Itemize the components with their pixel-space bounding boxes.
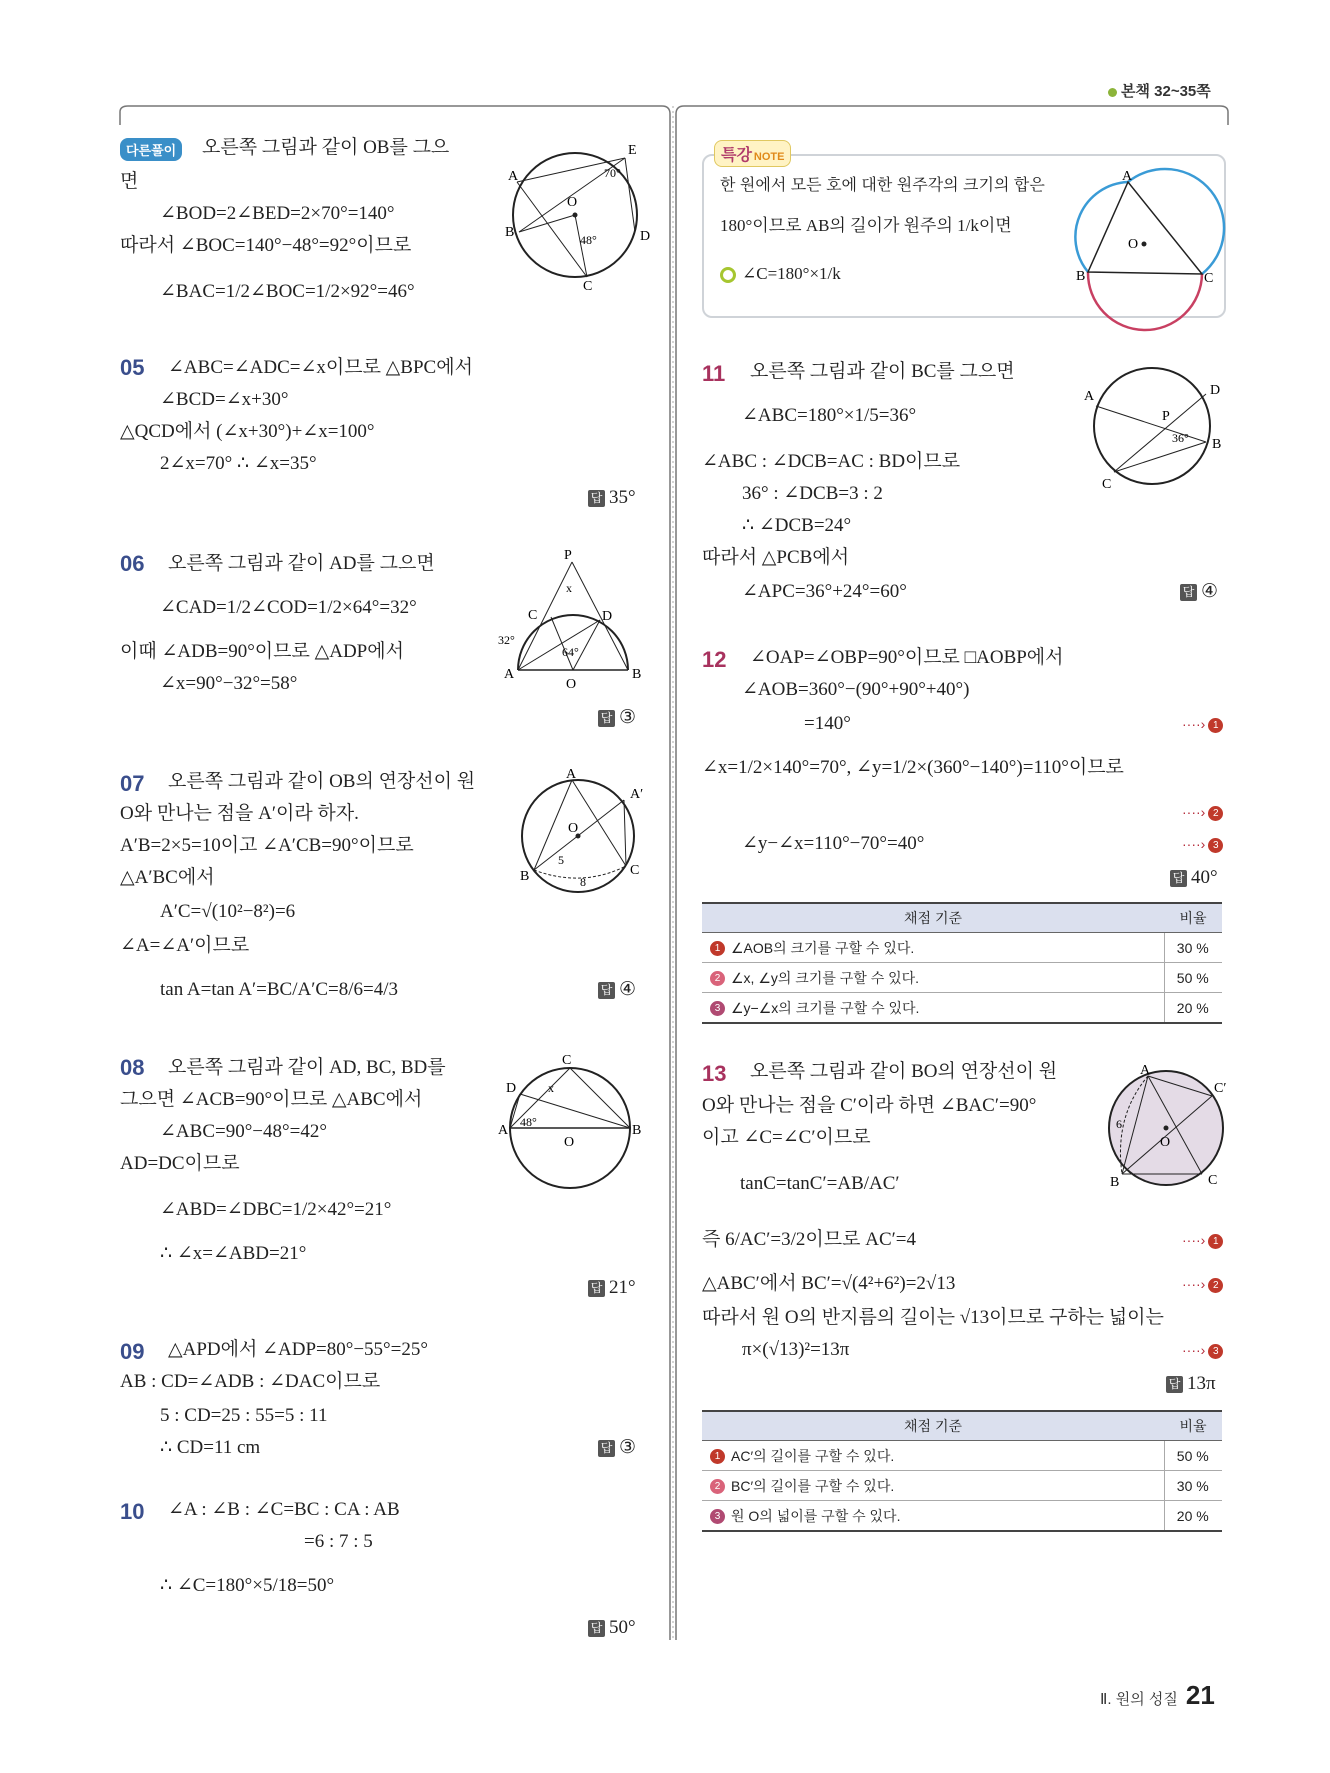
p10-line-3: ∴ ∠C=180°×5/18=50°: [160, 1575, 335, 1596]
svg-text:B: B: [505, 225, 515, 240]
svg-text:C: C: [630, 863, 640, 878]
p12-line-2: ∠AOB=360°−(90°+90°+40°): [742, 679, 970, 700]
svg-text:48°: 48°: [580, 233, 597, 247]
svg-text:D: D: [1210, 383, 1221, 398]
svg-text:C: C: [1204, 271, 1214, 286]
p08-line-5: ∠ABD=∠DBC=1/2×42°=21°: [160, 1199, 392, 1220]
p11-line-7: ∠APC=36°+24°=60°: [742, 581, 907, 602]
problem-12-number: 12: [702, 647, 727, 672]
p07-line-3: A′B=2×5=10이고 ∠A′CB=90°이므로: [120, 835, 414, 856]
p13-answer: 답 13π: [1166, 1372, 1216, 1396]
p08-diagram: [498, 1052, 648, 1192]
p12-line-1: ∠OAP=∠OBP=90°이므로 □AOBP에서: [750, 647, 1064, 668]
p09-line-2: AB : CD=∠ADB : ∠DAC이므로: [120, 1371, 381, 1392]
p11-line-3: ∠ABC : ∠DCB=AC : BD이므로: [702, 451, 961, 472]
svg-text:36°: 36°: [1172, 431, 1189, 445]
svg-text:O: O: [1160, 1135, 1171, 1150]
alt-diagram: [500, 140, 660, 295]
p06-line-3: 이때 ∠ADB=90°이므로 △ADP에서: [120, 641, 404, 662]
p07-line-7: tan A=tan A′=BC/A′C=8/6=4/3: [160, 979, 399, 1000]
p07-line-2: O와 만나는 점을 A′이라 하자.: [120, 803, 359, 824]
svg-text:O: O: [568, 821, 579, 836]
table-row: 1 ∠AOB의 크기를 구할 수 있다. 30 %: [702, 933, 1222, 963]
p11-diagram: [1082, 364, 1228, 490]
page-number: 21: [1185, 1680, 1215, 1710]
table-row: 3 원 O의 넓이를 구할 수 있다. 20 %: [702, 1501, 1222, 1532]
p11-line-5: ∴ ∠DCB=24°: [742, 515, 852, 536]
svg-text:A′: A′: [630, 787, 644, 802]
p07-diagram: [512, 767, 652, 900]
svg-text:A: A: [1084, 389, 1095, 404]
p13-step-2: ····› 2: [1182, 1276, 1223, 1293]
svg-text:C: C: [528, 608, 538, 623]
p12-grading-table: [702, 902, 1222, 1024]
grading-header-ratio: 비율: [1164, 1411, 1222, 1441]
svg-text:B: B: [1110, 1175, 1120, 1190]
p13-line-1: 오른쪽 그림과 같이 BO의 연장선이 원: [750, 1061, 1058, 1082]
note-marker-icon: [720, 267, 736, 283]
note-diagram: [1076, 169, 1218, 302]
p12-step-3: ····› 3: [1182, 836, 1223, 853]
svg-text:D: D: [602, 609, 613, 624]
p13-line-4: tanC=tanC′=AB/AC′: [740, 1173, 900, 1194]
problem-08-number: 08: [120, 1055, 145, 1080]
p13-line-5: 즉 6/AC′=3/2이므로 AC′=4: [702, 1229, 917, 1250]
problem-09-number: 09: [120, 1339, 145, 1364]
p12-line-3: =140°: [804, 713, 851, 734]
alt-line-1: 오른쪽 그림과 같이 OB를 그으: [202, 137, 450, 158]
svg-text:P: P: [1162, 409, 1170, 424]
problem-07-number: 07: [120, 771, 145, 796]
p09-line-1: △APD에서 ∠ADP=80°−55°=25°: [168, 1339, 428, 1360]
p13-line-7: 따라서 원 O의 반지름의 길이는 √13이므로 구하는 넓이는: [702, 1307, 1164, 1328]
p13-line-2: O와 만나는 점을 C′이라 하면 ∠BAC′=90°: [702, 1095, 1037, 1116]
p12-answer: 답 40°: [1170, 866, 1218, 890]
p11-answer: 답 ④: [1180, 580, 1218, 604]
p06-line-2: ∠CAD=1/2∠COD=1/2×64°=32°: [160, 597, 417, 618]
p10-line-1: ∠A : ∠B : ∠C=BC : CA : AB: [168, 1499, 400, 1520]
p13-line-3: 이고 ∠C=∠C′이므로: [702, 1127, 871, 1148]
svg-text:A: A: [508, 169, 519, 184]
svg-text:A: A: [1140, 1063, 1151, 1078]
p07-line-4: △A′BC에서: [120, 867, 215, 888]
note-line-1: 한 원에서 모든 호에 대한 원주각의 크기의 합은: [720, 177, 1045, 194]
note-line-2: 180°이므로 AB의 길이가 원주의 1/k이면: [720, 216, 1012, 235]
page-ref: 본책 32~35쪽: [1108, 80, 1211, 101]
alt-solution-badge: 다른풀이: [120, 138, 182, 161]
svg-text:x: x: [566, 581, 572, 595]
p05-answer: 답 35°: [588, 486, 636, 510]
svg-text:C′: C′: [1214, 1081, 1227, 1096]
p12-step-1: ····› 1: [1182, 716, 1223, 733]
svg-text:A: A: [1122, 169, 1133, 184]
svg-text:O: O: [567, 195, 578, 210]
table-row: 2 ∠x, ∠y의 크기를 구할 수 있다. 50 %: [702, 963, 1222, 993]
svg-text:A: A: [566, 767, 577, 782]
note-tab: 특강 NOTE: [714, 140, 791, 167]
p09-answer: 답 ③: [598, 1436, 636, 1460]
alt-line-5: ∠BAC=1/2∠BOC=1/2×92°=46°: [160, 281, 415, 302]
svg-text:C: C: [1208, 1173, 1218, 1188]
svg-text:B: B: [520, 869, 530, 884]
p05-line-1: ∠ABC=∠ADC=∠x이므로 △BPC에서: [168, 357, 473, 378]
p07-line-1: 오른쪽 그림과 같이 OB의 연장선이 원: [168, 771, 476, 792]
svg-text:B: B: [632, 667, 642, 682]
svg-text:O: O: [564, 1135, 575, 1150]
p06-line-4: ∠x=90°−32°=58°: [160, 673, 298, 694]
svg-text:64°: 64°: [562, 645, 579, 659]
svg-text:O: O: [566, 677, 577, 692]
svg-text:C: C: [562, 1053, 572, 1068]
svg-text:48°: 48°: [520, 1115, 537, 1129]
p10-answer: 답 50°: [588, 1616, 636, 1640]
p13-grading-table: [702, 1410, 1222, 1532]
p08-line-4: AD=DC이므로: [120, 1153, 240, 1174]
p11-line-6: 따라서 △PCB에서: [702, 547, 850, 568]
grading-header-criteria: 채점 기준: [702, 1411, 1164, 1441]
p06-answer: 답 ③: [598, 706, 636, 730]
footer: [1100, 1680, 1215, 1711]
p07-line-5: A′C=√(10²−8²)=6: [160, 901, 296, 922]
problem-13-number: 13: [702, 1061, 727, 1086]
p05-line-3: △QCD에서 (∠x+30°)+∠x=100°: [120, 421, 375, 442]
problem-10-number: 10: [120, 1499, 145, 1524]
p11-line-1: 오른쪽 그림과 같이 BC를 그으면: [750, 361, 1015, 382]
svg-text:6: 6: [1116, 1117, 1122, 1131]
grading-header-ratio: 비율: [1164, 903, 1222, 933]
svg-text:C: C: [1102, 477, 1112, 492]
grading-header-criteria: 채점 기준: [702, 903, 1164, 933]
svg-text:E: E: [628, 143, 637, 158]
svg-text:70°: 70°: [604, 166, 621, 180]
p09-line-4: ∴ CD=11 cm: [160, 1437, 261, 1458]
svg-text:5: 5: [558, 853, 564, 867]
alt-line-4: 따라서 ∠BOC=140°−48°=92°이므로: [120, 235, 412, 256]
p08-line-6: ∴ ∠x=∠ABD=21°: [160, 1243, 307, 1264]
alt-line-2: 면: [120, 171, 139, 192]
p12-line-5: ∠y−∠x=110°−70°=40°: [742, 833, 925, 854]
p09-line-3: 5 : CD=25 : 55=5 : 11: [160, 1405, 328, 1426]
p10-line-2: =6 : 7 : 5: [304, 1531, 373, 1552]
p07-answer: 답 ④: [598, 978, 636, 1002]
svg-text:B: B: [1212, 437, 1222, 452]
p13-step-1: ····› 1: [1182, 1232, 1223, 1249]
chapter-label: Ⅱ. 원의 성질: [1100, 1691, 1178, 1708]
p11-line-2: ∠ABC=180°×1/5=36°: [742, 405, 917, 426]
p13-diagram: [1104, 1063, 1228, 1190]
p05-line-4: 2∠x=70° ∴ ∠x=35°: [160, 453, 317, 474]
svg-text:A: A: [504, 667, 515, 682]
p13-step-3: ····› 3: [1182, 1342, 1223, 1359]
table-row: 2 BC′의 길이를 구할 수 있다. 30 %: [702, 1471, 1222, 1501]
p08-line-2: 그으면 ∠ACB=90°이므로 △ABC에서: [120, 1089, 423, 1110]
svg-text:B: B: [632, 1123, 642, 1138]
svg-text:C: C: [583, 279, 593, 294]
p12-step-2: ····› 2: [1182, 804, 1223, 821]
problem-11-number: 11: [702, 361, 726, 386]
p13-line-6: △ABC′에서 BC′=√(4²+6²)=2√13: [702, 1273, 956, 1294]
p07-line-6: ∠A=∠A′이므로: [120, 935, 250, 956]
p08-line-3: ∠ABC=90°−48°=42°: [160, 1121, 327, 1142]
note-line-3: ∠C=180°×1/k: [720, 262, 841, 286]
svg-text:O: O: [1128, 237, 1139, 252]
svg-text:32°: 32°: [498, 633, 515, 647]
svg-text:P: P: [564, 548, 572, 563]
problem-05-number: 05: [120, 355, 145, 380]
svg-text:A: A: [498, 1123, 509, 1138]
svg-text:D: D: [640, 229, 651, 244]
p06-diagram: [496, 548, 646, 692]
p13-line-8: π×(√13)²=13π: [742, 1339, 850, 1360]
p06-line-1: 오른쪽 그림과 같이 AD를 그으면: [168, 553, 435, 574]
svg-text:B: B: [1076, 269, 1086, 284]
p12-line-4: ∠x=1/2×140°=70°, ∠y=1/2×(360°−140°)=110°이므로: [702, 757, 1124, 778]
p11-line-4: 36° : ∠DCB=3 : 2: [742, 483, 883, 504]
table-row: 3 ∠y−∠x의 크기를 구할 수 있다. 20 %: [702, 993, 1222, 1024]
svg-text:x: x: [548, 1081, 554, 1095]
svg-text:D: D: [506, 1081, 517, 1096]
p08-line-1: 오른쪽 그림과 같이 AD, BC, BD를: [168, 1057, 446, 1078]
p08-answer: 답 21°: [588, 1276, 636, 1300]
alt-line-3: ∠BOD=2∠BED=2×70°=140°: [160, 203, 395, 224]
svg-text:8: 8: [580, 875, 586, 889]
problem-06-number: 06: [120, 551, 145, 576]
p05-line-2: ∠BCD=∠x+30°: [160, 389, 289, 410]
table-row: 1 AC′의 길이를 구할 수 있다. 50 %: [702, 1441, 1222, 1471]
